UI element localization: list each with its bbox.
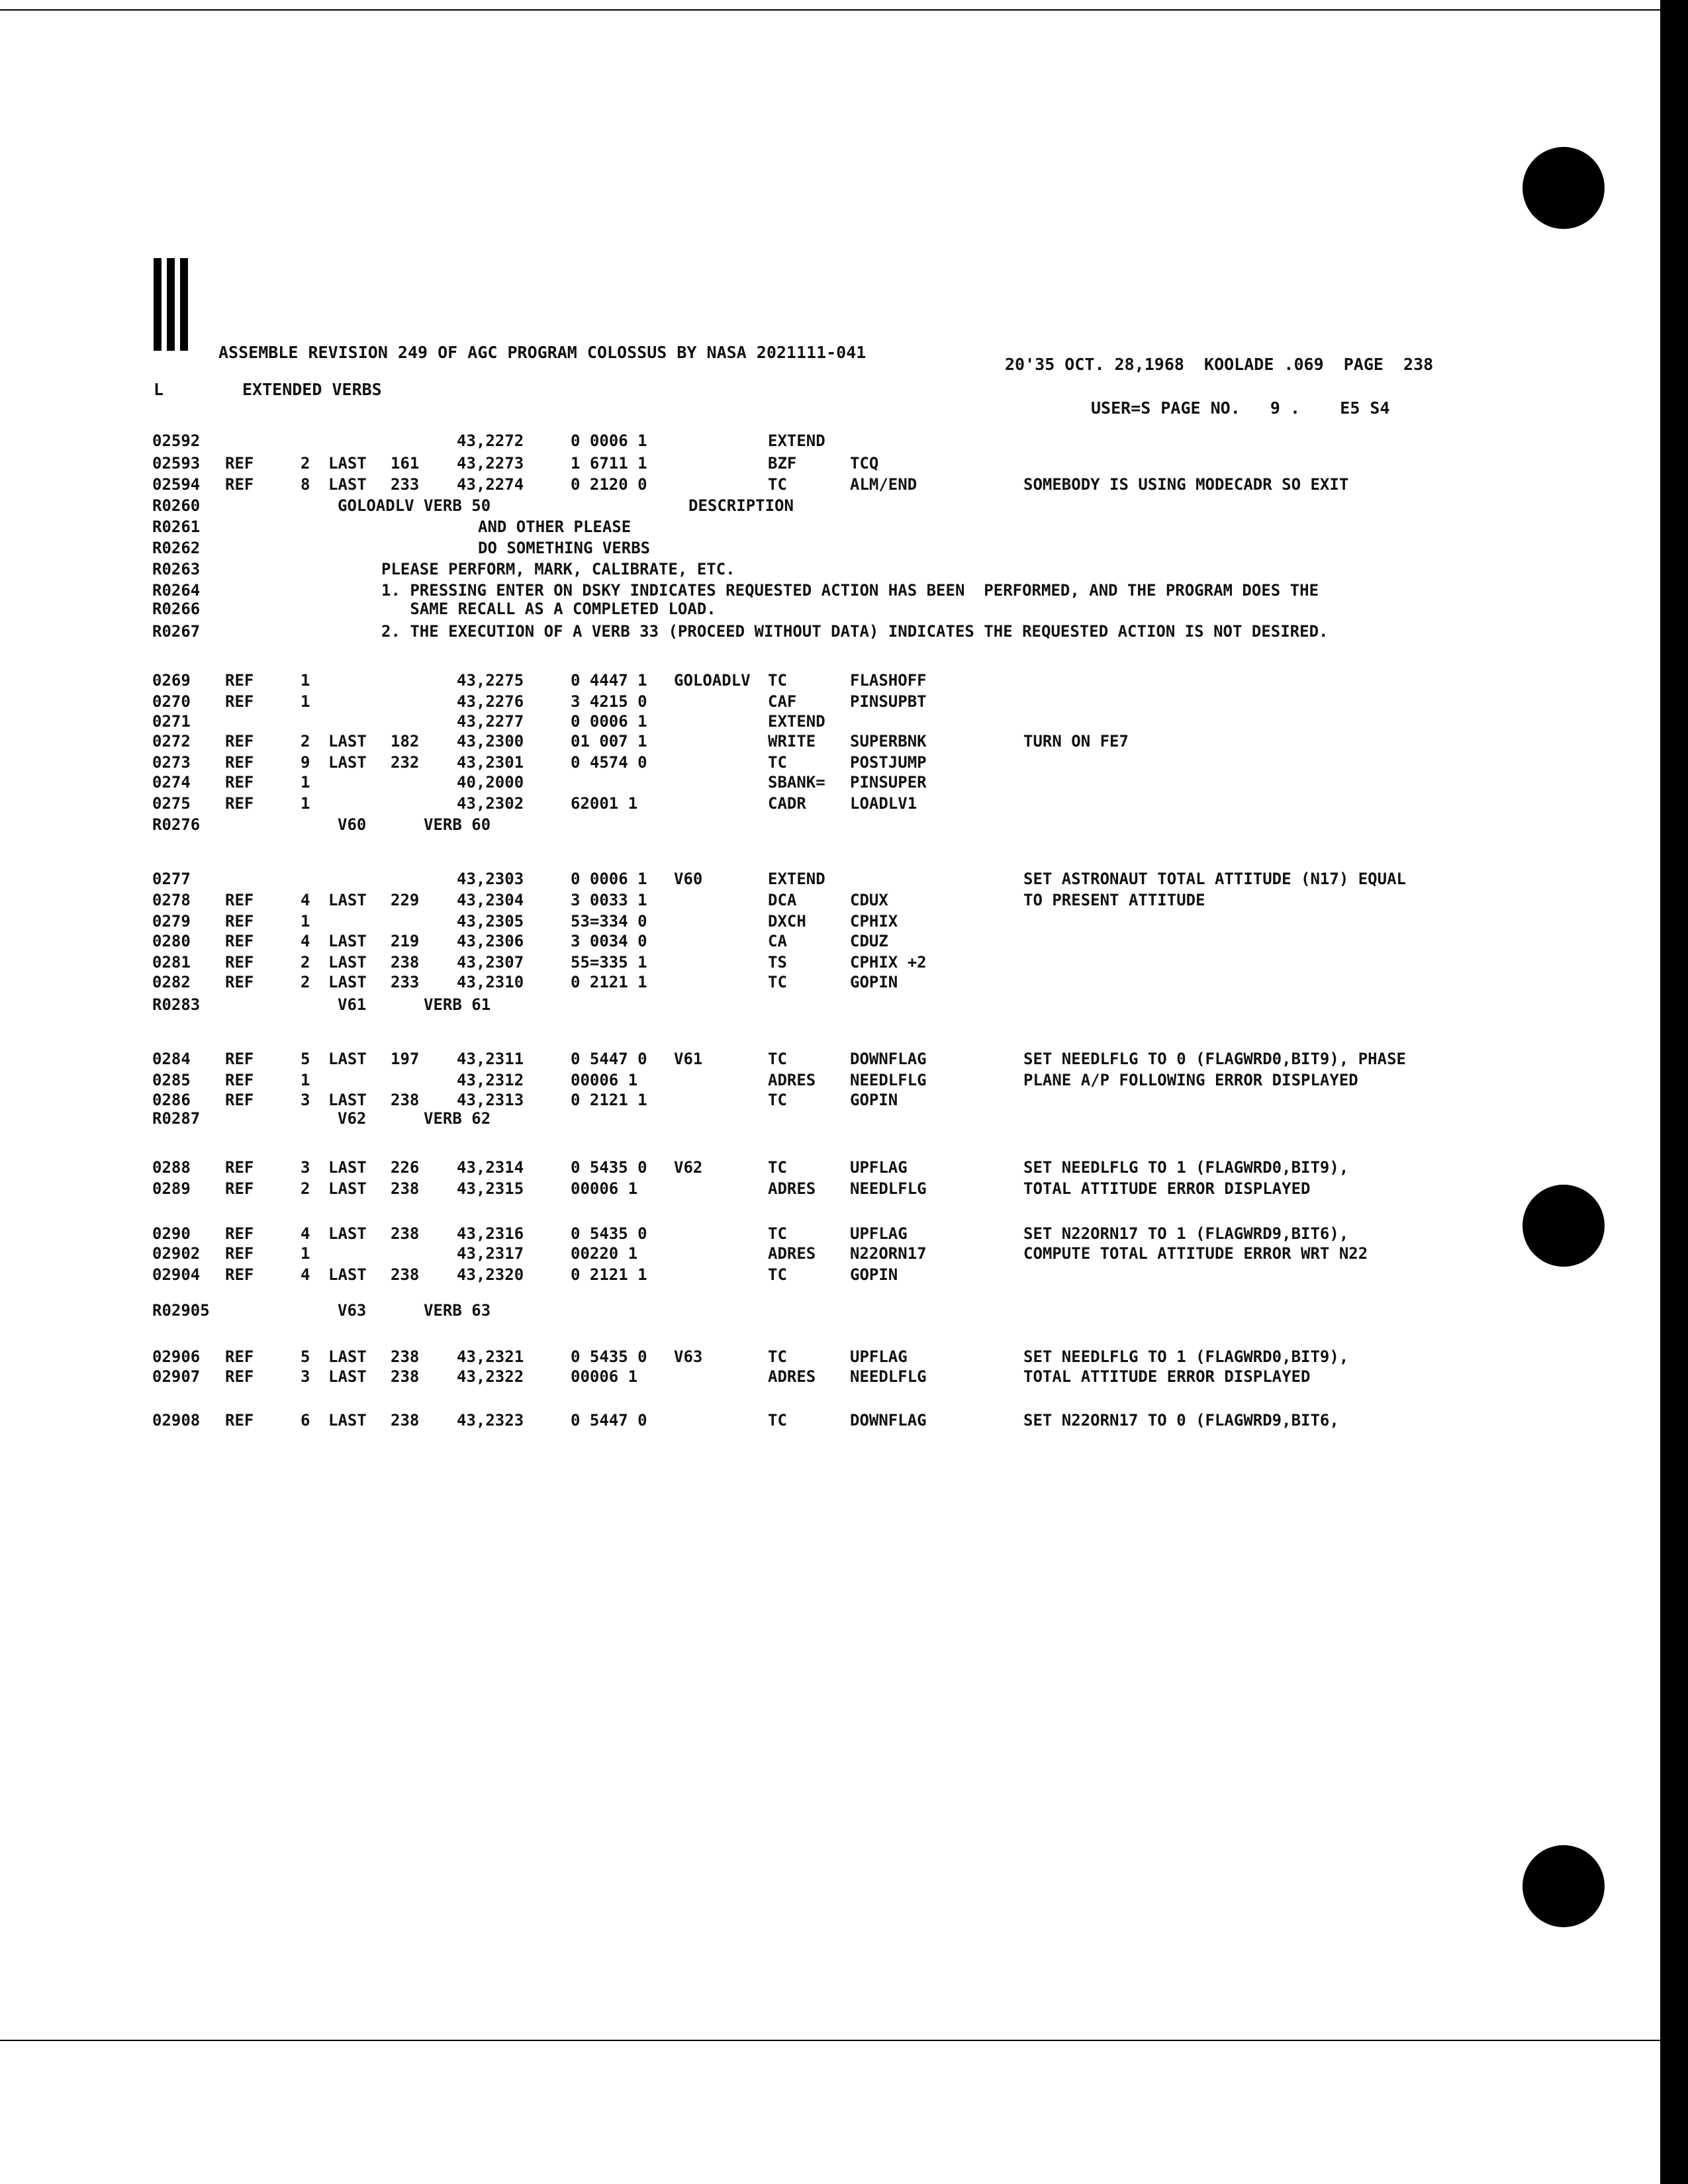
- top-rule: [0, 9, 1660, 11]
- listing-code: 1 6711 1: [571, 454, 647, 473]
- listing-code: 0 4447 1: [571, 671, 647, 690]
- listing-ref: REF: [225, 1411, 254, 1430]
- listing-cnt: 238: [391, 1411, 420, 1430]
- listing-ref: REF: [225, 753, 254, 772]
- listing-last: GOLOADLV: [338, 496, 414, 515]
- listing-addr: VERB 60: [424, 815, 491, 834]
- listing-cnt: 219: [391, 932, 420, 950]
- listing-addr: VERB 62: [424, 1109, 491, 1128]
- listing-comment: COMPUTE TOTAL ATTITUDE ERROR WRT N22: [1023, 1244, 1368, 1263]
- listing-operand: DOWNFLAG: [850, 1411, 927, 1430]
- listing-comment: SET NEEDLFLG TO 1 (FLAGWRD0,BIT9),: [1023, 1158, 1349, 1177]
- listing-seq: 0271: [152, 712, 191, 731]
- listing-n: 1: [301, 794, 310, 813]
- listing-seq: 0284: [152, 1050, 191, 1068]
- listing-ref: REF: [225, 1347, 254, 1366]
- listing-addr: 43,2313: [457, 1091, 524, 1109]
- listing-n: 1: [301, 773, 310, 792]
- listing-seq: R0266: [152, 600, 201, 618]
- listing-seq: 0289: [152, 1179, 191, 1198]
- listing-comment: SET N22ORN17 TO 1 (FLAGWRD9,BIT6),: [1023, 1224, 1349, 1243]
- listing-operand: GOPIN: [850, 1091, 898, 1109]
- listing-comment: TOTAL ATTITUDE ERROR DISPLAYED: [1023, 1367, 1311, 1386]
- listing-last: LAST: [328, 1179, 367, 1198]
- listing-cnt: 233: [391, 475, 420, 494]
- listing-code: 0 2120 0: [571, 475, 647, 494]
- listing-op: TS: [768, 953, 787, 972]
- listing-ref: REF: [225, 671, 254, 690]
- listing-op: DCA: [768, 891, 797, 909]
- listing-ref: REF: [225, 692, 254, 711]
- listing-addr: 43,2306: [457, 932, 524, 950]
- listing-seq: 0282: [152, 973, 191, 991]
- listing-ref: REF: [225, 1265, 254, 1284]
- listing-n: 4: [301, 1265, 310, 1284]
- listing-ref: REF: [225, 1367, 254, 1386]
- listing-operand: GOPIN: [850, 973, 898, 991]
- listing-operand: POSTJUMP: [850, 753, 927, 772]
- listing-addr: VERB 63: [424, 1301, 491, 1320]
- listing-code: 00006 1: [571, 1367, 638, 1386]
- bottom-rule: [0, 2040, 1660, 2041]
- listing-code: 0 5435 0: [571, 1347, 647, 1366]
- listing-cnt: 238: [391, 1265, 420, 1284]
- binder-marker: [154, 258, 197, 351]
- listing-addr: 43,2314: [457, 1158, 524, 1177]
- listing-seq: 0288: [152, 1158, 191, 1177]
- listing-addr: 43,2315: [457, 1179, 524, 1198]
- punch-hole-bottom: [1523, 1845, 1605, 1927]
- page-header-right: 20'35 OCT. 28,1968 KOOLADE .069 PAGE 238: [1005, 355, 1434, 374]
- listing-last: V62: [338, 1109, 367, 1128]
- listing-code: 00220 1: [571, 1244, 638, 1263]
- listing-op: ADRES: [768, 1179, 816, 1198]
- listing-seq: 0281: [152, 953, 191, 972]
- listing-addr: 43,2323: [457, 1411, 524, 1430]
- listing-operand: SUPERBNK: [850, 732, 927, 751]
- listing-op: ADRES: [768, 1244, 816, 1263]
- listing-operand: UPFLAG: [850, 1224, 908, 1243]
- listing-seq: 02593: [152, 454, 201, 473]
- listing-seq: R0263: [152, 560, 201, 578]
- listing-cnt: 238: [391, 1091, 420, 1109]
- listing-addr: 43,2310: [457, 973, 524, 991]
- listing-op: TC: [768, 973, 787, 991]
- listing-seq: 02908: [152, 1411, 201, 1430]
- listing-op: TC: [768, 1347, 787, 1366]
- listing-op: TC: [768, 475, 787, 494]
- listing-comment: SET ASTRONAUT TOTAL ATTITUDE (N17) EQUAL: [1023, 870, 1406, 888]
- listing-ref: REF: [225, 953, 254, 972]
- listing-code: 0 0006 1: [571, 870, 647, 888]
- listing-cnt: 233: [391, 973, 420, 991]
- listing-last: LAST: [328, 1367, 367, 1386]
- listing-seq: 0285: [152, 1071, 191, 1089]
- listing-addr: 43,2301: [457, 753, 524, 772]
- listing-op: ADRES: [768, 1367, 816, 1386]
- listing-op: TC: [768, 753, 787, 772]
- listing-n: 3: [301, 1158, 310, 1177]
- listing-n: 1: [301, 912, 310, 931]
- listing-seq: R0276: [152, 815, 201, 834]
- listing-op: BZF: [768, 454, 797, 473]
- listing-seq: R0262: [152, 539, 201, 557]
- listing-n: 2: [301, 732, 310, 751]
- listing-last: LAST: [328, 1347, 367, 1366]
- listing-code: 01 007 1: [571, 732, 647, 751]
- listing-comment: TO PRESENT ATTITUDE: [1023, 891, 1205, 909]
- listing-last: LAST: [328, 1224, 367, 1243]
- listing-seq: R0287: [152, 1109, 201, 1128]
- listing-last: LAST: [328, 1091, 367, 1109]
- listing-operand: DOWNFLAG: [850, 1050, 927, 1068]
- listing-n: 6: [301, 1411, 310, 1430]
- listing-label: GOLOADLV: [674, 671, 751, 690]
- listing-op: CA: [768, 932, 787, 950]
- listing-last: LAST: [328, 1265, 367, 1284]
- listing-addr: 43,2305: [457, 912, 524, 931]
- listing-last: LAST: [328, 891, 367, 909]
- listing-seq: R0261: [152, 518, 201, 536]
- listing-addr: 43,2272: [457, 432, 524, 450]
- listing-last: LAST: [328, 454, 367, 473]
- listing-operand: UPFLAG: [850, 1347, 908, 1366]
- listing-seq: 0286: [152, 1091, 191, 1109]
- listing-last: V60: [338, 815, 367, 834]
- listing-code: 00006 1: [571, 1179, 638, 1198]
- listing-ref: REF: [225, 454, 254, 473]
- listing-seq: 02906: [152, 1347, 201, 1366]
- listing-op: TC: [768, 1411, 787, 1430]
- listing-code: 0 0006 1: [571, 432, 647, 450]
- listing-code: 0 5435 0: [571, 1224, 647, 1243]
- listing-addr: 40,2000: [457, 773, 524, 792]
- listing-seq: 0280: [152, 932, 191, 950]
- listing-addr: 43,2320: [457, 1265, 524, 1284]
- listing-op: EXTEND: [768, 870, 825, 888]
- listing-code: 3 4215 0: [571, 692, 647, 711]
- listing-n: 2: [301, 973, 310, 991]
- listing-n: 4: [301, 891, 310, 909]
- listing-seq: 0279: [152, 912, 191, 931]
- listing-code: 0 5447 0: [571, 1050, 647, 1068]
- listing-operand: FLASHOFF: [850, 671, 927, 690]
- listing-addr: 43,2304: [457, 891, 524, 909]
- listing-seq: 02904: [152, 1265, 201, 1284]
- listing-ref: REF: [225, 1224, 254, 1243]
- listing-label: DESCRIPTION: [688, 496, 794, 515]
- listing-addr: 43,2311: [457, 1050, 524, 1068]
- listing-addr: 43,2275: [457, 671, 524, 690]
- listing-label: V61: [674, 1050, 703, 1068]
- listing-n: 9: [301, 753, 310, 772]
- listing-operand: GOPIN: [850, 1265, 898, 1284]
- section-mark: L: [154, 380, 164, 399]
- listing-cnt: 238: [391, 1224, 420, 1243]
- listing-n: 5: [301, 1050, 310, 1068]
- listing-last: LAST: [328, 973, 367, 991]
- listing-addr: 43,2312: [457, 1071, 524, 1089]
- listing-op: CAF: [768, 692, 797, 711]
- listing-operand: PINSUPBT: [850, 692, 927, 711]
- listing-last: LAST: [328, 475, 367, 494]
- listing-op: TC: [768, 1158, 787, 1177]
- listing-code: 0 2121 1: [571, 973, 647, 991]
- listing-addr: 43,2277: [457, 712, 524, 731]
- listing-comment: SET NEEDLFLG TO 1 (FLAGWRD0,BIT9),: [1023, 1347, 1349, 1366]
- listing-seq: 02902: [152, 1244, 201, 1263]
- listing-ref: REF: [225, 475, 254, 494]
- listing-addr: 43,2274: [457, 475, 524, 494]
- listing-op: TC: [768, 1050, 787, 1068]
- listing-operand: CDUX: [850, 891, 888, 909]
- listing-code: 53=334 0: [571, 912, 647, 931]
- listing-addr: 43,2303: [457, 870, 524, 888]
- listing-addr: VERB 61: [424, 995, 491, 1014]
- listing-seq: 0270: [152, 692, 191, 711]
- listing-seq: 0277: [152, 870, 191, 888]
- listing-cnt: 238: [391, 953, 420, 972]
- listing-ref: REF: [225, 1050, 254, 1068]
- listing-last: LAST: [328, 953, 367, 972]
- listing-seq: 0269: [152, 671, 191, 690]
- listing-op: TC: [768, 671, 787, 690]
- listing-operand: CPHIX +2: [850, 953, 927, 972]
- listing-ref: REF: [225, 891, 254, 909]
- listing-cnt: 226: [391, 1158, 420, 1177]
- listing-op: TC: [768, 1091, 787, 1109]
- listing-comment: TURN ON FE7: [1023, 732, 1129, 751]
- listing-n: 1: [301, 1071, 310, 1089]
- listing-ref: REF: [225, 973, 254, 991]
- listing-cnt: 182: [391, 732, 420, 751]
- listing-last: V61: [338, 995, 367, 1014]
- listing-seq: 0290: [152, 1224, 191, 1243]
- listing-addr: 43,2276: [457, 692, 524, 711]
- listing-addr: AND OTHER PLEASE: [478, 518, 632, 536]
- listing-seq: 0274: [152, 773, 191, 792]
- listing-op: TC: [768, 1224, 787, 1243]
- listing-n: 1: [301, 1244, 310, 1263]
- scanner-right-band: [1660, 0, 1688, 2184]
- punch-hole-top: [1523, 147, 1605, 229]
- description-text: 2. THE EXECUTION OF A VERB 33 (PROCEED WITHOUT DATA) INDICATES THE REQUESTED ACTION IS NOT DESIRED.: [381, 622, 1329, 641]
- listing-last: LAST: [328, 932, 367, 950]
- listing-label: V62: [674, 1158, 703, 1177]
- listing-op: DXCH: [768, 912, 806, 931]
- listing-ref: REF: [225, 932, 254, 950]
- listing-n: 5: [301, 1347, 310, 1366]
- listing-cnt: 238: [391, 1179, 420, 1198]
- listing-label: V60: [674, 870, 703, 888]
- listing-code: 00006 1: [571, 1071, 638, 1089]
- listing-n: 4: [301, 1224, 310, 1243]
- listing-operand: TCQ: [850, 454, 879, 473]
- listing-seq: R0260: [152, 496, 201, 515]
- listing-addr: 43,2307: [457, 953, 524, 972]
- listing-op: SBANK=: [768, 773, 825, 792]
- listing-operand: NEEDLFLG: [850, 1071, 927, 1089]
- listing-comment: SET N22ORN17 TO 0 (FLAGWRD9,BIT6,: [1023, 1411, 1339, 1430]
- listing-seq: R0267: [152, 622, 201, 641]
- listing-code: 0 0006 1: [571, 712, 647, 731]
- listing-operand: CDUZ: [850, 932, 888, 950]
- listing-code: 0 2121 1: [571, 1265, 647, 1284]
- listing-code: 55=335 1: [571, 953, 647, 972]
- listing-seq: 02594: [152, 475, 201, 494]
- listing-addr: VERB 50: [424, 496, 491, 515]
- listing-op: TC: [768, 1265, 787, 1284]
- listing-ref: REF: [225, 1071, 254, 1089]
- listing-code: 3 0034 0: [571, 932, 647, 950]
- listing-seq: 0278: [152, 891, 191, 909]
- listing-addr: 43,2300: [457, 732, 524, 751]
- listing-last: LAST: [328, 1411, 367, 1430]
- listing-n: 3: [301, 1091, 310, 1109]
- listing-last: V63: [338, 1301, 367, 1320]
- listing-addr: 43,2302: [457, 794, 524, 813]
- listing-last: LAST: [328, 732, 367, 751]
- listing-code: 0 2121 1: [571, 1091, 647, 1109]
- punch-hole-middle: [1523, 1185, 1605, 1267]
- listing-last: LAST: [328, 1158, 367, 1177]
- listing-seq: 0273: [152, 753, 191, 772]
- listing-seq: 02592: [152, 432, 201, 450]
- listing-cnt: 238: [391, 1367, 420, 1386]
- listing-ref: REF: [225, 912, 254, 931]
- listing-operand: N22ORN17: [850, 1244, 927, 1263]
- listing-code: 0 5447 0: [571, 1411, 647, 1430]
- listing-seq: 02907: [152, 1367, 201, 1386]
- listing-comment: TOTAL ATTITUDE ERROR DISPLAYED: [1023, 1179, 1311, 1198]
- listing-label: V63: [674, 1347, 703, 1366]
- listing-last: LAST: [328, 753, 367, 772]
- listing-seq: 0275: [152, 794, 191, 813]
- listing-n: 1: [301, 692, 310, 711]
- listing-n: 4: [301, 932, 310, 950]
- listing-ref: REF: [225, 773, 254, 792]
- listing-ref: REF: [225, 732, 254, 751]
- listing-operand: UPFLAG: [850, 1158, 908, 1177]
- listing-n: 2: [301, 454, 310, 473]
- listing-code: 0 5435 0: [571, 1158, 647, 1177]
- listing-seq: R0283: [152, 995, 201, 1014]
- listing-n: 2: [301, 953, 310, 972]
- listing-code: 3 0033 1: [571, 891, 647, 909]
- description-text: PLEASE PERFORM, MARK, CALIBRATE, ETC.: [381, 560, 735, 578]
- listing-ref: REF: [225, 794, 254, 813]
- listing-op: CADR: [768, 794, 806, 813]
- listing-op: ADRES: [768, 1071, 816, 1089]
- listing-comment: SOMEBODY IS USING MODECADR SO EXIT: [1023, 475, 1349, 494]
- listing-addr: 43,2273: [457, 454, 524, 473]
- listing-seq: R0264: [152, 581, 201, 600]
- listing-last: LAST: [328, 1050, 367, 1068]
- listing-n: 1: [301, 671, 310, 690]
- listing-addr: 43,2316: [457, 1224, 524, 1243]
- listing-comment: SET NEEDLFLG TO 0 (FLAGWRD0,BIT9), PHASE: [1023, 1050, 1406, 1068]
- listing-seq: R02905: [152, 1301, 210, 1320]
- listing-comment: PLANE A/P FOLLOWING ERROR DISPLAYED: [1023, 1071, 1358, 1089]
- listing-operand: CPHIX: [850, 912, 898, 931]
- description-text: 1. PRESSING ENTER ON DSKY INDICATES REQUESTED ACTION HAS BEEN PERFORMED, AND THE PROGRAM DOES THE: [381, 581, 1319, 600]
- listing-n: 8: [301, 475, 310, 494]
- listing-ref: REF: [225, 1244, 254, 1263]
- listing-operand: ALM/END: [850, 475, 917, 494]
- listing-operand: PINSUPER: [850, 773, 927, 792]
- description-text: SAME RECALL AS A COMPLETED LOAD.: [381, 600, 716, 618]
- listing-op: WRITE: [768, 732, 816, 751]
- listing-ref: REF: [225, 1091, 254, 1109]
- listing-ref: REF: [225, 1158, 254, 1177]
- listing-seq: 0272: [152, 732, 191, 751]
- listing-n: 2: [301, 1179, 310, 1198]
- listing-cnt: 238: [391, 1347, 420, 1366]
- listing-cnt: 229: [391, 891, 420, 909]
- user-page-number: USER=S PAGE NO. 9 . E5 S4: [1091, 398, 1390, 418]
- listing-addr: 43,2322: [457, 1367, 524, 1386]
- listing-op: EXTEND: [768, 712, 825, 731]
- listing-addr: 43,2317: [457, 1244, 524, 1263]
- listing-code: 0 4574 0: [571, 753, 647, 772]
- listing-addr: DO SOMETHING VERBS: [478, 539, 651, 557]
- page-header-left: ASSEMBLE REVISION 249 OF AGC PROGRAM COLOSSUS BY NASA 2021111-041: [218, 343, 867, 362]
- listing-op: EXTEND: [768, 432, 825, 450]
- listing-cnt: 197: [391, 1050, 420, 1068]
- listing-n: 3: [301, 1367, 310, 1386]
- listing-operand: LOADLV1: [850, 794, 917, 813]
- listing-addr: 43,2321: [457, 1347, 524, 1366]
- section-title: EXTENDED VERBS: [242, 380, 382, 399]
- listing-ref: REF: [225, 1179, 254, 1198]
- listing-cnt: 232: [391, 753, 420, 772]
- listing-operand: NEEDLFLG: [850, 1367, 927, 1386]
- listing-cnt: 161: [391, 454, 420, 473]
- listing-code: 62001 1: [571, 794, 638, 813]
- listing-operand: NEEDLFLG: [850, 1179, 927, 1198]
